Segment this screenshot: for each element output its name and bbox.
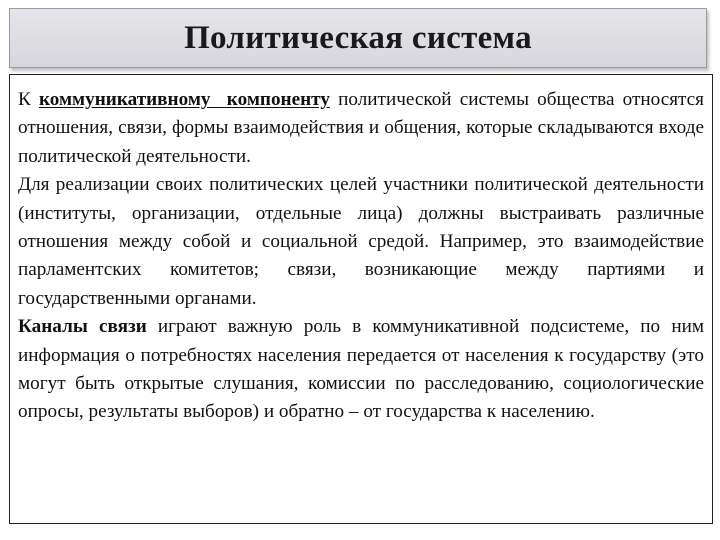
slide-title: Политическая система [184,19,532,56]
paragraph-start: К [18,89,39,110]
term-gap [210,89,226,110]
term-communication-channels: Каналы связи [18,316,147,338]
content-frame [9,74,713,524]
paragraph-relations: Для реализации своих политических целей участники политической деятельности (институты, организации, отдельные лица) должны выстраивать различные отношения между собой и социальной средой. Например, это взаимодействие парламентских комитетов; связи, возникающие между партиями и государственными органами. [18,174,704,309]
title-bar [9,8,707,68]
paragraph-3-rest: играют важную роль в коммуникативной подсистеме, по ним информация о потребностях населения передается от населения к государству (это могут быть открытые слушания, комиссии по расследованию, социологические опросы, результаты выборов) и обратно – от государства к населению. [18,316,704,423]
paragraph-1-rest: политической системы общества относятся отношения, связи, формы взаимодействия и общения, которые складываются входе политической деятельности. [18,89,704,167]
term-component: компоненту [226,89,330,110]
term-communicative: коммуникативному [38,89,211,110]
paragraph-communication-channels [18,313,704,427]
paragraph-communicative-component [18,86,704,171]
